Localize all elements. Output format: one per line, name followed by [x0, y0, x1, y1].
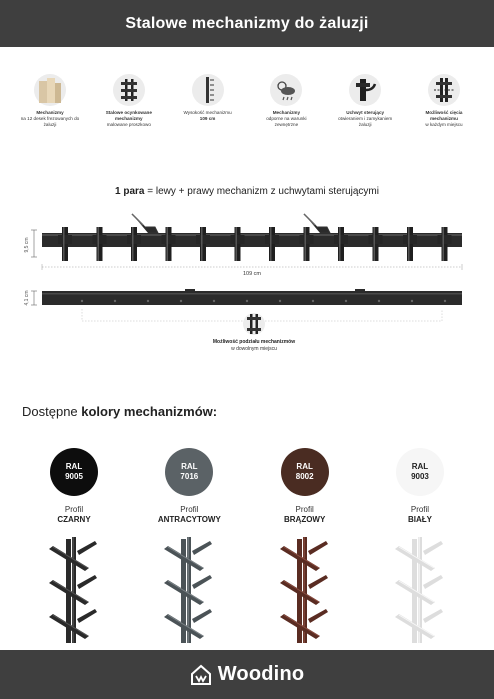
- ral-circle: RAL 9003: [396, 448, 444, 496]
- slat-clamp: [162, 227, 176, 261]
- slat-clamp: [403, 227, 417, 261]
- mount-hole: [81, 300, 83, 302]
- mount-hole: [279, 300, 281, 302]
- handle-icon: [349, 74, 381, 106]
- length-dimension: [42, 264, 462, 277]
- color-swatches: [24, 448, 470, 643]
- cut-mechanism-icon: [428, 74, 460, 106]
- split-mechanism-icon: [243, 313, 265, 335]
- mount-hole: [444, 300, 446, 302]
- profile-shape: [164, 537, 212, 643]
- length-label: 109 cm: [242, 271, 262, 277]
- feature-weather: Mechanizmy odporne na warunki zewnętrzne: [256, 74, 316, 128]
- mechanism-front-view: [42, 214, 462, 261]
- split-note-rest: w dowolnym miejscu: [231, 346, 277, 352]
- swatch-white: RAL 9003 Profil BIAŁY: [370, 448, 470, 643]
- slat-clamp: [196, 227, 210, 261]
- galvanized-mechanism-icon: [113, 74, 145, 106]
- mount-hole: [246, 300, 248, 302]
- split-note-bold: Możliwość podziału mechanizmów: [212, 339, 296, 345]
- swatch-black: RAL 9005 Profil CZARNY: [24, 448, 124, 643]
- brand-name: Woodino: [217, 663, 305, 685]
- profile-black-image: [39, 535, 109, 643]
- slat-clamp: [369, 227, 383, 261]
- depth-label: 4,1 cm: [24, 290, 30, 306]
- slat-clamp: [300, 227, 314, 261]
- slat-clamp: [334, 227, 348, 261]
- slat-clamp: [438, 227, 452, 261]
- colors-title: Dostępne kolory mechanizmów:: [22, 404, 218, 419]
- pair-description: 1 para = lewy + prawy mechanizm z uchwytami sterującymi: [115, 186, 379, 197]
- profile-anthracite-image: [154, 535, 224, 643]
- feature-list: [20, 74, 474, 128]
- ral-circle: RAL 7016: [165, 448, 213, 496]
- ral-circle: RAL 8002: [281, 448, 329, 496]
- mount-hole: [114, 300, 116, 302]
- mount-hole: [147, 300, 149, 302]
- feature-handle: Uchwyt sterujący otwieraniem i zamykaniem żaluzji: [335, 74, 395, 128]
- mount-hole: [378, 300, 380, 302]
- woodino-logo-icon: [190, 664, 212, 686]
- slat-clamp: [127, 227, 141, 261]
- profile-shape: [280, 537, 328, 643]
- profile-brown-image: [270, 535, 340, 643]
- mount-hole: [312, 300, 314, 302]
- profile-white-image: [385, 535, 455, 643]
- swatch-brown: RAL 8002 Profil BRĄZOWY: [255, 448, 355, 643]
- mount-hole: [345, 300, 347, 302]
- slat-clamp: [93, 227, 107, 261]
- slat-clamp: [265, 227, 279, 261]
- profile-shape: [395, 537, 443, 643]
- page-header: [0, 0, 494, 47]
- feature-slats: Mechanizmy na 12 desek frezowanych do żaluzji: [20, 74, 80, 128]
- slat-clamp: [58, 227, 72, 261]
- weather-icon: [270, 74, 302, 106]
- feature-height: Wysokość mechanizmu 109 cm: [178, 74, 238, 128]
- mount-hole: [213, 300, 215, 302]
- ral-circle: RAL 9005: [50, 448, 98, 496]
- mechanism-side-view: [24, 289, 462, 321]
- page-title: Stalowe mechanizmy do żaluzji: [125, 14, 369, 32]
- height-label: 9,5 cm: [24, 237, 30, 253]
- mount-hole: [411, 300, 413, 302]
- slats-icon: [34, 74, 66, 106]
- page-footer: [0, 650, 494, 699]
- profile-shape: [49, 537, 97, 643]
- feature-cut: Możliwość cięcia mechanizmu w każdym miejscu: [414, 74, 474, 128]
- feature-galvanized: Stalowe ocynkowane mechanizmy malowane proszkowo: [99, 74, 159, 128]
- mount-hole: [180, 300, 182, 302]
- height-dimension: [24, 230, 37, 257]
- height-ruler-icon: [192, 74, 224, 106]
- mechanism-drawing: [20, 205, 474, 365]
- slat-clamp: [231, 227, 245, 261]
- swatch-anthracite: RAL 7016 Profil ANTRACYTOWY: [139, 448, 239, 643]
